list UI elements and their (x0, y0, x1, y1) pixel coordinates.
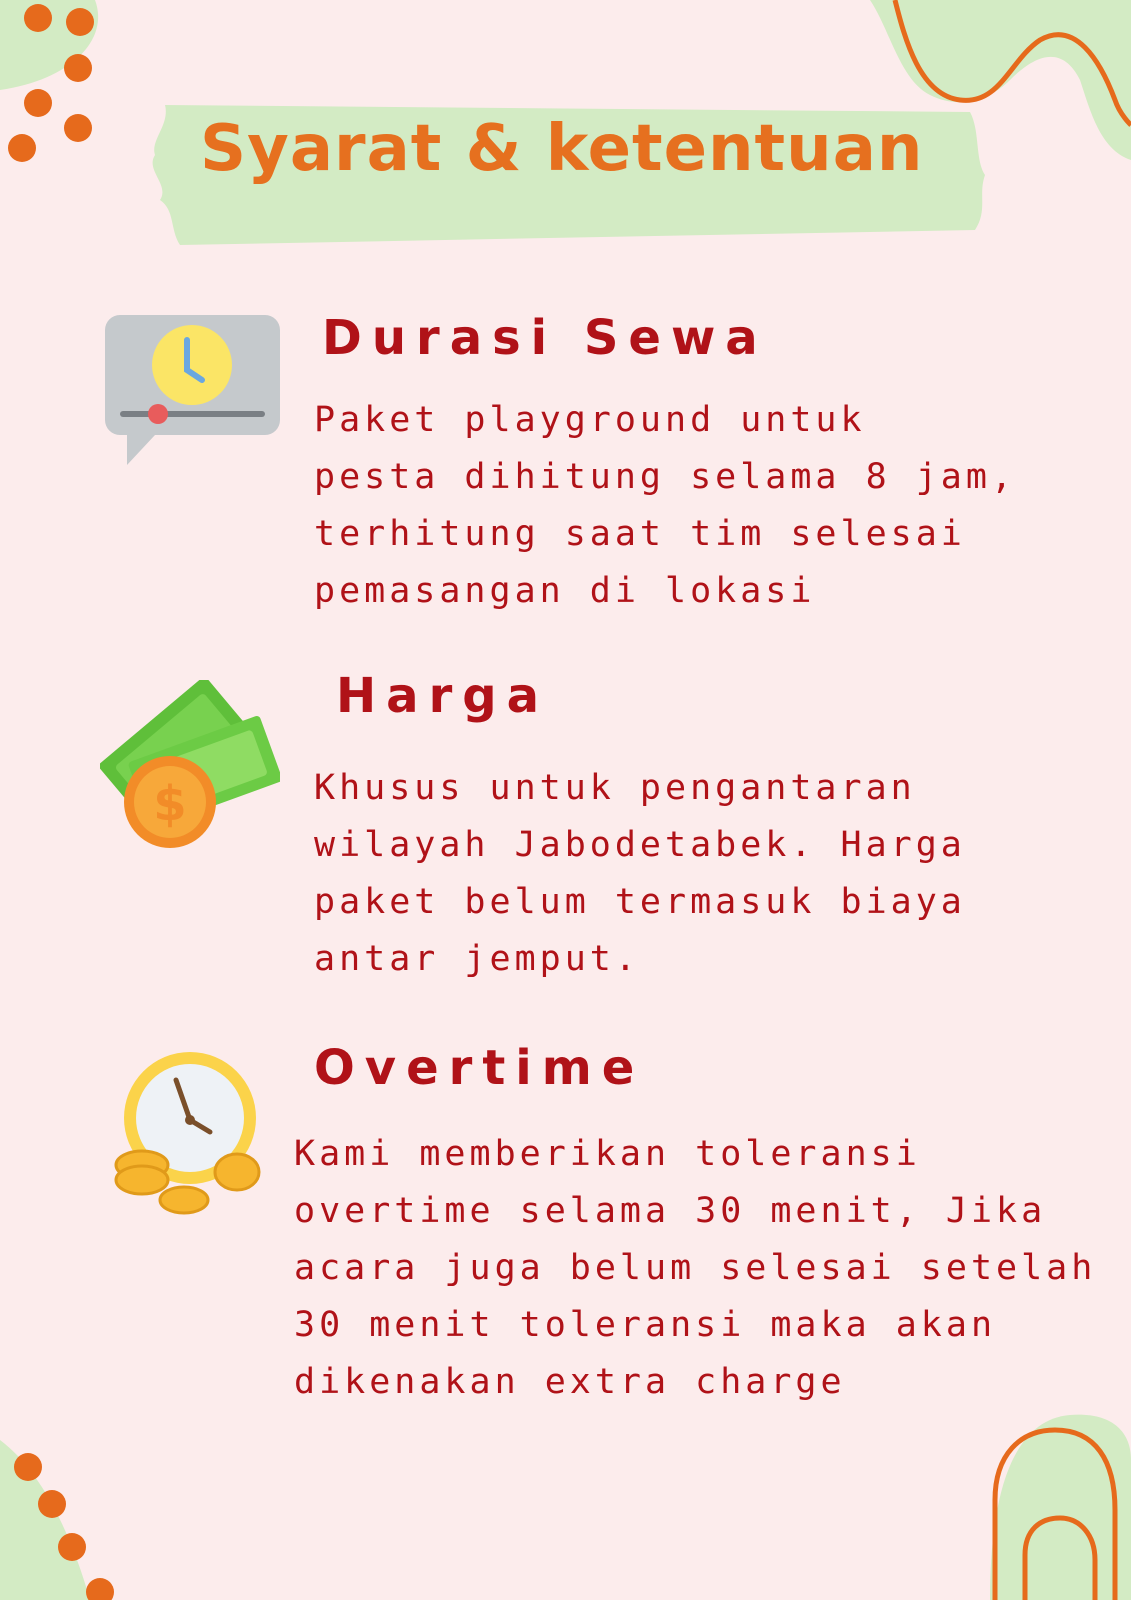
body-line: wilayah Jabodetabek. Harga (314, 825, 966, 865)
body-line: paket belum termasuk biaya (314, 882, 966, 922)
body-line: terhitung saat tim selesai (314, 514, 966, 554)
body-line: Paket playground untuk (314, 400, 866, 440)
green-blob-bottom-left (0, 1440, 90, 1600)
section-title: Overtime (314, 1040, 645, 1096)
body-line: acara juga belum selesai setelah (294, 1248, 1097, 1288)
section-body (314, 760, 966, 988)
section-title: Harga (336, 668, 549, 724)
body-line: 30 menit toleransi maka akan (294, 1305, 997, 1345)
body-line: pesta dihitung selama 8 jam, (314, 457, 1017, 497)
page-title: Syarat & ketentuan (200, 112, 924, 186)
body-line: Khusus untuk pengantaran (314, 768, 916, 808)
clock-coins-icon (112, 1050, 272, 1220)
body-line: Kami memberikan toleransi (294, 1134, 921, 1174)
section-body (294, 1126, 1096, 1411)
body-line: antar jemput. (314, 939, 640, 979)
body-line: dikenakan extra charge (294, 1362, 846, 1402)
section-body (314, 392, 1016, 620)
section-title: Durasi Sewa (322, 310, 768, 366)
green-blob-bottom-right (990, 1415, 1131, 1600)
svg-text:$: $ (153, 776, 187, 832)
body-line: pemasangan di lokasi (314, 571, 816, 611)
body-line: overtime selama 30 menit, Jika (294, 1191, 1047, 1231)
money-icon (100, 680, 280, 850)
clock-chat-icon (105, 315, 280, 475)
